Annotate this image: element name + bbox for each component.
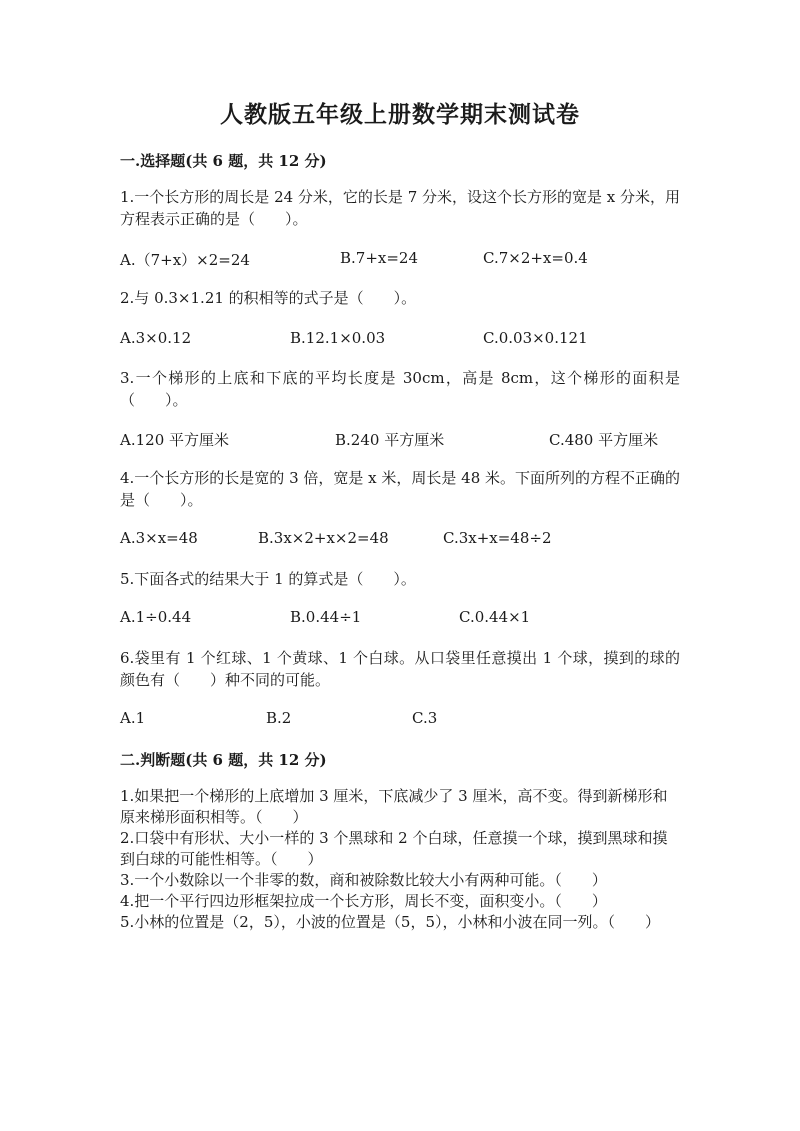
question-5: 5.下面各式的结果大于 1 的算式是（ ）。 (120, 570, 416, 588)
page-title: 人教版五年级上册数学期末测试卷 (220, 101, 580, 128)
q1-option-c: C.7×2+x=0.4 (483, 249, 588, 267)
q6-option-c: C.3 (412, 709, 438, 727)
q3-option-a: A.120 平方厘米 (120, 431, 229, 449)
q2-option-b: B.12.1×0.03 (290, 329, 386, 347)
q2-option-a: A.3×0.12 (120, 329, 192, 347)
q4-option-b: B.3x×2+x×2=48 (258, 529, 389, 547)
q3-option-c: C.480 平方厘米 (549, 431, 659, 449)
tf-item-2: 2.口袋中有形状、大小一样的 3 个黑球和 2 个白球，任意摸一个球，摸到黑球和摸到白球的可能性相等。（ ） (120, 829, 668, 868)
question-3: 3.一个梯形的上底和下底的平均长度是 30cm，高是 8cm，这个梯形的面积是（ ）。 (120, 369, 680, 409)
section-heading-choice: 一.选择题(共 6 题，共 12 分) (120, 152, 327, 170)
q1-option-b: B.7+x=24 (340, 249, 419, 267)
question-4: 4.一个长方形的长是宽的 3 倍，宽是 x 米，周长是 48 米。下面所列的方程不正确的是（ ）。 (120, 469, 681, 509)
question-6: 6.袋里有 1 个红球、1 个黄球、1 个白球。从口袋里任意摸出 1 个球，摸到的球的颜色有（ ）种不同的可能。 (120, 649, 680, 689)
q3-option-b: B.240 平方厘米 (335, 431, 445, 449)
q4-option-c: C.3x+x=48÷2 (443, 529, 552, 547)
section-heading-true-false: 二.判断题(共 6 题，共 12 分) (120, 751, 327, 769)
q6-option-a: A.1 (120, 709, 146, 727)
tf-item-4: 4.把一个平行四边形框架拉成一个长方形，周长不变，面积变小。（ ） (120, 892, 607, 910)
q6-option-b: B.2 (266, 709, 292, 727)
tf-item-5: 5.小林的位置是（2，5），小波的位置是（5，5），小林和小波在同一列。（ ） (120, 913, 660, 931)
tf-item-3: 3.一个小数除以一个非零的数，商和被除数比较大小有两种可能。（ ） (120, 871, 607, 889)
q5-option-c: C.0.44×1 (459, 608, 531, 626)
question-2: 2.与 0.3×1.21 的积相等的式子是（ ）。 (120, 289, 417, 307)
q1-option-a: A.（7+x）×2=24 (120, 251, 250, 269)
tf-item-1: 1.如果把一个梯形的上底增加 3 厘米，下底减少了 3 厘米，高不变。得到新梯形和原来梯形面积相等。（ ） (120, 787, 668, 826)
q5-option-b: B.0.44÷1 (290, 608, 362, 626)
q5-option-a: A.1÷0.44 (120, 608, 192, 626)
q2-option-c: C.0.03×0.121 (483, 329, 588, 347)
question-1: 1.一个长方形的周长是 24 分米，它的长是 7 分米，设这个长方形的宽是 x 分米，用方程表示正确的是（ ）。 (120, 188, 681, 228)
q4-option-a: A.3×x=48 (120, 529, 198, 547)
